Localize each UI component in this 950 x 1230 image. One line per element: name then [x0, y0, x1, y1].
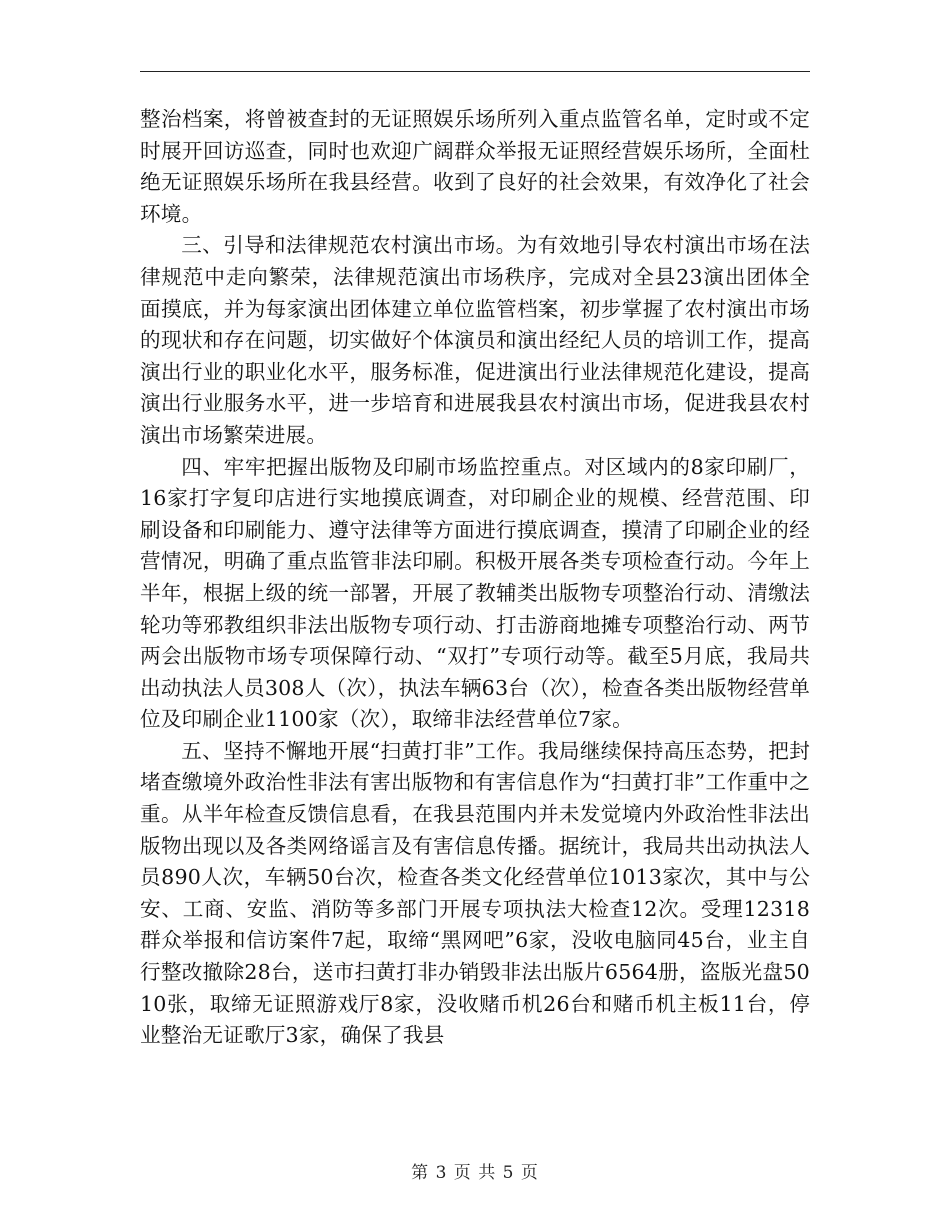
document-body — [140, 104, 810, 1052]
paragraph-section-3: 三、引导和法律规范农村演出市场。为有效地引导农村演出市场在法律规范中走向繁荣，法律规范演出市场秩序，完成对全县23演出团体全面摸底，并为每家演出团体建立单位监管档案，初步掌握了农村演出市场的现状和存在问题，切实做好个体演员和演出经纪人员的培训工作，提高演出行业的职业化水平，服务标准，促进演出行业法律规范化建设，提高演出行业服务水平，进一步培育和进展我县农村演出市场，促进我县农村演出市场繁荣进展。 — [140, 233, 810, 447]
page-number-footer: 第 3 页 共 5 页 — [411, 1163, 539, 1183]
paragraph-section-4: 四、牢牢把握出版物及印刷市场监控重点。对区域内的8家印刷厂，16家打字复印店进行实地摸底调查，对印刷企业的规模、经营范围、印刷设备和印刷能力、遵守法律等方面进行摸底调查，摸清了印刷企业的经营情况，明确了重点监管非法印刷。积极开展各类专项检查行动。今年上半年，根据上级的统一部署，开展了教辅类出版物专项整治行动、清缴法轮功等邪教组织非法出版物专项行动、打击游商地摊专项整治行动、两节两会出版物市场专项保障行动、“双打”专项行动等。截至5月底，我局共出动执法人员308人（次），执法车辆63台（次），检查各类出版物经营单位及印刷企业1100家（次），取缔非法经营单位7家。 — [140, 454, 810, 732]
paragraph-continued: 整治档案，将曾被查封的无证照娱乐场所列入重点监管名单，定时或不定时展开回访巡查，同时也欢迎广阔群众举报无证照经营娱乐场所，全面杜绝无证照娱乐场所在我县经营。收到了良好的社会效果，有效净化了社会环境。 — [140, 107, 810, 226]
header-rule — [140, 71, 810, 72]
paragraph-section-5: 五、坚持不懈地开展“扫黄打非”工作。我局继续保持高压态势，把封堵查缴境外政治性非法有害出版物和有害信息作为“扫黄打非”工作重中之重。从半年检查反馈信息看，在我县范围内并未发觉境内外政治性非法出版物出现以及各类网络谣言及有害信息传播。据统计，我局共出动执法人员890人次，车辆50台次，检查各类文化经营单位1013家次，其中与公安、工商、安监、消防等多部门开展专项执法大检查12次。受理12318群众举报和信访案件7起，取缔“黑网吧”6家，没收电脑同45台，业主自行整改撤除28台，送市扫黄打非办销毁非法出版片6564册，盗版光盘5010张，取缔无证照游戏厅8家，没收赌币机26台和赌币机主板11台，停业整治无证歌厅3家，确保了我县 — [140, 738, 810, 1048]
